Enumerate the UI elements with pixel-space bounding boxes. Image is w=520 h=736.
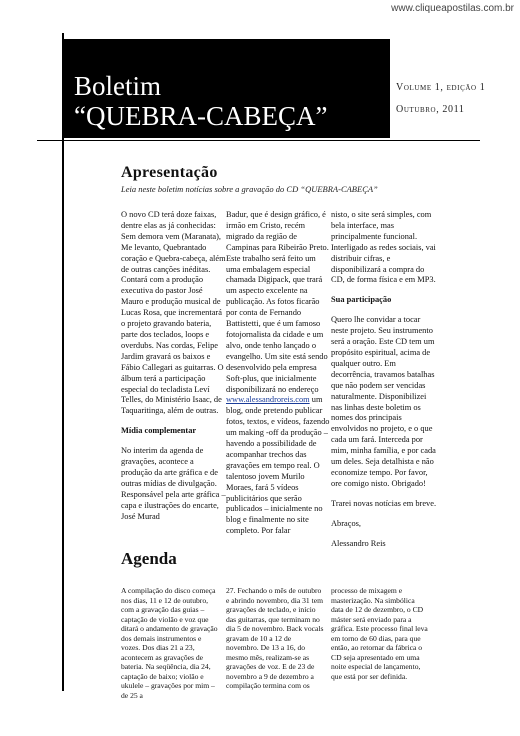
article-column-2 — [226, 210, 332, 546]
issue-info — [396, 77, 485, 121]
article-column-3 — [331, 210, 437, 558]
masthead-title-line2: “QUEBRA-CABEÇA” — [74, 101, 328, 131]
paragraph: O novo CD terá doze faixas, dentre elas as já conhecidas: Sem demora vem (Maranata), Me levanto, Quebrantado coração e Quebra-cabeça, além de outras canções inéditas. Contará com a produção executiva do pastor José Mauro e produção musical de Lucas Rosa, que incrementará o projeto gravando bateria, parte dos teclados, loops e overdubs. Nas cordas, Felipe Jardim gravará os baixos e Fábio Callegari as guitarras. O álbum terá a participação especial do tecladista Leví Telles, do Ministério Isaac, de Taquaritinga, além de outras. — [121, 210, 226, 416]
section-subtitle: Leia neste boletim notícias sobre a gravação do CD “QUEBRA-CABEÇA” — [121, 184, 378, 194]
paragraph: Quero lhe convidar a tocar neste projeto. Seu instrumento será a oração. Este CD tem um propósito espiritual, acima de qualquer outro. Em decorrência, travamos batalhas que não podem ser vencidas naturalmente. Disponibilizei nas linhas deste boletim os nomes dos principais envolvidos no projeto, e o que cada um fará. Interceda por mim, minha família, e por cada um deles. Seja detalhista e não economize tempo. Por favor, ore comigo nisto. Obrigado! — [331, 315, 436, 488]
horizontal-rule — [37, 140, 480, 141]
subheading-participacao: Sua participação — [331, 295, 392, 305]
paragraph: No interim da agenda de gravações, acontece a produção da arte gráfica e de outras mídias de divulgação. Responsável pela arte gráfica – capa e ilustrações do encarte, José Murad — [121, 446, 226, 521]
vertical-rule-body — [62, 151, 64, 691]
paragraph: processo de mixagem e masterização. Na simbólica data de 12 de dezembro, o CD máster será enviado para a gráfica. Este processo final leva em torno de 60 dias, para que então, ao retornar da fábrica o CD seja apresentado em uma noite especial de lançamento, que está por ser definida. — [331, 586, 428, 681]
signature-name: Alessandro Reis — [331, 538, 386, 548]
paragraph: A compilação do disco começa nos dias, 11 e 12 de outubro, com a gravação das guias – captação de violão e voz que ditará o andamento de gravação dos demais instrumentos e vozes. Dos dias 21 a 23, acontecem as gravações de bateria. Na seqüência, dia 24, captação de baixo; violão e ukulele – gravações por mim – de 25 a — [121, 586, 218, 700]
agenda-column-1 — [121, 586, 219, 700]
article-column-1 — [121, 210, 227, 531]
issue-volume: Volume 1, edição 1 — [396, 82, 486, 93]
section-title-apresentacao: Apresentação — [121, 164, 218, 181]
agenda-column-2 — [226, 586, 324, 691]
agenda-column-3 — [331, 586, 429, 681]
site-link[interactable]: www.alessandroreis.com — [226, 395, 310, 405]
masthead — [62, 39, 390, 138]
paragraph-text: um blog, onde pretendo publicar fotos, textos, e vídeos, fazendo um making -off da produção – havendo a possibilidade de acompanhar trechos das gravações em tempo real. O talentoso jovem Murilo Moraes, fará 5 vídeos publicitários que serão publicados – inicialmente no blog e finalmente no site completo. Por falar — [226, 395, 330, 536]
watermark: www.cliqueapostilas.com.br — [391, 3, 514, 14]
paragraph: nisto, o site será simples, com bela interface, mas principalmente funcional. Interligado as redes sociais, vai distribuir cifras, e disponibilizará a compra do CD, de forma física e em MP3. — [331, 210, 436, 285]
paragraph: Trarei novas notícias em breve. — [331, 498, 437, 508]
section-title-agenda: Agenda — [121, 549, 177, 568]
paragraph: 27. Fechando o mês de outubro e abrindo novembro, dia 31 tem gravações de teclado, e início das guitarras, que terminam no dia 5 de novembro. Back vocals gravam de 10 a 12 de novembro. De 13 a 16, do mesmo mês, realizam-se as gravações de voz. E de 23 de novembro a 9 de dezembro a compilação termina com os — [226, 586, 324, 690]
paragraph: Abraços, — [331, 518, 361, 528]
subheading-midia: Mídia complementar — [121, 426, 197, 436]
masthead-title-line1: Boletim — [74, 71, 161, 101]
paragraph-text: Badur, que é design gráfico, é irmão em Cristo, recém migrado da região de Campinas para Ribeirão Preto. Este trabalho será feito um uma embalagem especial chamada Digipack, que trará um aspecto excelente na publicação. As fotos ficarão por conta de Fernando Battistetti, que é um famoso fotojornalista da cidade e um alvo, onde tenho lançado o evangelho. Um site está sendo desenvolvido pela empresa Soft-plus, que inicialmente disponibilizará no endereço — [226, 210, 329, 394]
issue-date: Outubro, 2011 — [396, 104, 465, 115]
paragraph — [226, 210, 332, 537]
